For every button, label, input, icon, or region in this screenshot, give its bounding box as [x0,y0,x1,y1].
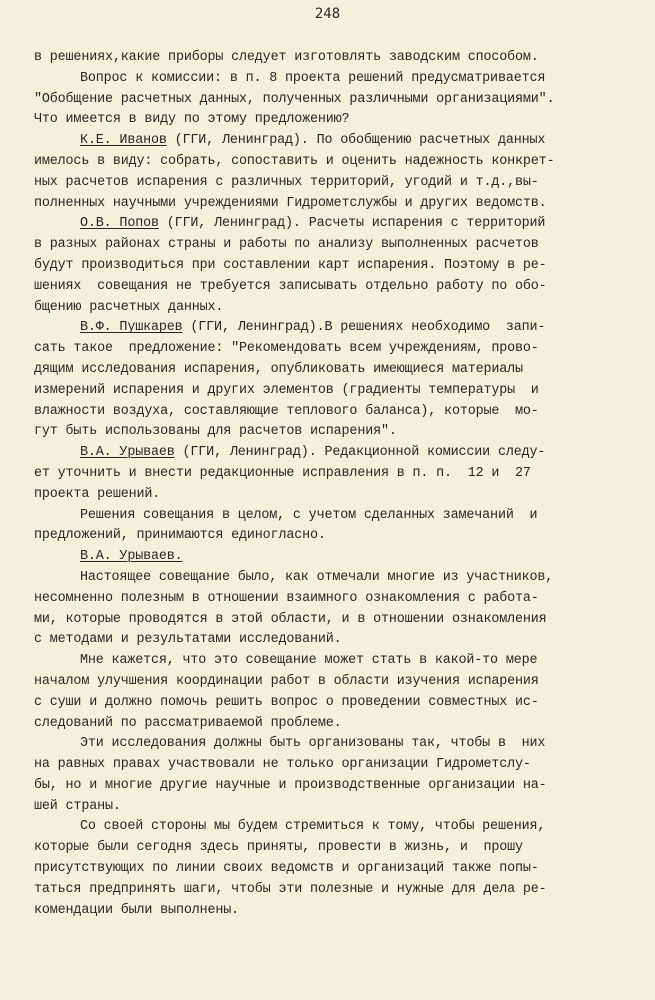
line-text: (ГГИ, Ленинград).В решениях необходимо запи- [182,320,546,336]
speaker-name: В.А. Урываев. [80,549,183,565]
body-text [34,48,609,921]
line-text: Решения совещания в целом, с учетом сделанных замечаний и [80,507,538,523]
page-number: 248 [314,6,341,22]
text-line [34,235,609,256]
line-text: началом улучшения координации работ в области изучения испарения [34,673,539,689]
line-text: имелось в виду: собрать, сопоставить и оценить надежность конкрет- [34,153,555,169]
line-text: присутствующих по линии своих ведомств и организаций также попы- [34,861,539,877]
text-line [34,672,609,693]
line-text: (ГГИ, Ленинград). Расчеты испарения с территорий [158,216,546,232]
line-text: шениях совещания не требуется записывать отдельно работу по обо- [34,278,547,294]
line-text: измерений испарения и других элементов (градиенты температуры и [34,382,539,398]
line-text: (ГГИ, Ленинград). Редакционной комиссии следу- [174,445,546,461]
text-line [34,194,609,215]
text-line [34,568,609,589]
speaker-name: В.А. Урываев [80,445,175,461]
text-line [34,734,609,755]
text-line [34,838,609,859]
line-text: в разных районах страны и работы по анализу выполненных расчетов [34,237,539,253]
line-text: "Обобщение расчетных данных, полученных различными организациями". [34,91,555,107]
line-text: бы, но и многие другие научные и производственные организации на- [34,777,547,793]
text-line [34,651,609,672]
line-text: Мне кажется, что это совещание может стать в какой-то мере [80,653,538,669]
line-text: комендации были выполнены. [34,902,240,918]
text-line [34,693,609,714]
line-text: бщению расчетных данных. [34,299,224,315]
line-text: шей страны. [34,798,121,814]
text-line [34,402,609,423]
speaker-line [34,443,609,464]
text-line [34,526,609,547]
line-text: Что имеется в виду по этому предложению? [34,112,350,128]
text-line [34,298,609,319]
text-line [34,381,609,402]
line-text: на равных правах участвовали не только организации Гидрометслу- [34,757,531,773]
text-line [34,776,609,797]
line-text: сать такое предложение: "Рекомендовать всем учреждениям, прово- [34,341,539,357]
speaker-name: К.Е. Иванов [80,133,167,149]
text-line [34,817,609,838]
speaker-line [34,214,609,235]
text-line [34,901,609,922]
text-line [34,464,609,485]
line-text: Со своей стороны мы будем стремиться к тому, чтобы решения, [80,819,546,835]
line-text: которые были сегодня здесь приняты, провести в жизнь, и прошу [34,840,523,856]
text-line [34,69,609,90]
speaker-line [34,318,609,339]
text-line [34,859,609,880]
line-text: таться предпринять шаги, чтобы эти полезные и нужные для дела ре- [34,881,547,897]
text-line [34,339,609,360]
speaker-line [34,131,609,152]
line-text: полненных научными учреждениями Гидрометслужбы и других ведомств. [34,195,547,211]
text-line [34,485,609,506]
text-line [34,506,609,527]
text-line [34,152,609,173]
line-text: будут производиться при составлении карт испарения. Поэтому в ре- [34,257,547,273]
text-line [34,630,609,651]
text-line [34,256,609,277]
line-text: Эти исследования должны быть организованы так, чтобы в них [80,736,546,752]
text-line [34,610,609,631]
text-line [34,173,609,194]
line-text: несомненно полезным в отношении взаимного ознакомления с работа- [34,590,539,606]
text-line [34,277,609,298]
line-text: ных расчетов испарения с различных территорий, угодий и т.д.,вы- [34,174,539,190]
text-line [34,90,609,111]
line-text: дящим исследования испарения, опубликовать имеющиеся материалы [34,361,523,377]
line-text: следований по рассматриваемой проблеме. [34,715,342,731]
line-text: в решениях,какие приборы следует изготовлять заводским способом. [34,50,539,65]
speaker-name: О.В. Попов [80,216,159,232]
text-line [34,360,609,381]
line-text: проекта решений. [34,486,161,502]
text-line [34,714,609,735]
line-text: гут быть использованы для расчетов испарения". [34,424,397,440]
line-text: с суши и должно помочь решить вопрос о проведении совместных ис- [34,694,539,710]
line-text: с методами и результатами исследований. [34,632,342,648]
speaker-line [34,547,609,568]
line-text: Настоящее совещание было, как отмечали многие из участников, [80,569,554,585]
line-text: ет уточнить и внести редакционные исправления в п. п. 12 и 27 [34,465,531,481]
text-line [34,48,609,69]
text-line [34,755,609,776]
line-text: предложений, принимаются единогласно. [34,528,326,544]
line-text: Вопрос к комиссии: в п. 8 проекта решений предусматривается [80,70,546,86]
text-line [34,422,609,443]
text-line [34,797,609,818]
text-line [34,589,609,610]
line-text: (ГГИ, Ленинград). По обобщению расчетных данных [166,133,546,149]
text-line [34,880,609,901]
text-line [34,110,609,131]
line-text: ми, которые проводятся в этой области, и в отношении ознакомления [34,611,547,627]
line-text: влажности воздуха, составляющие теплового баланса), которые мо- [34,403,539,419]
speaker-name: В.Ф. Пушкарев [80,320,183,336]
